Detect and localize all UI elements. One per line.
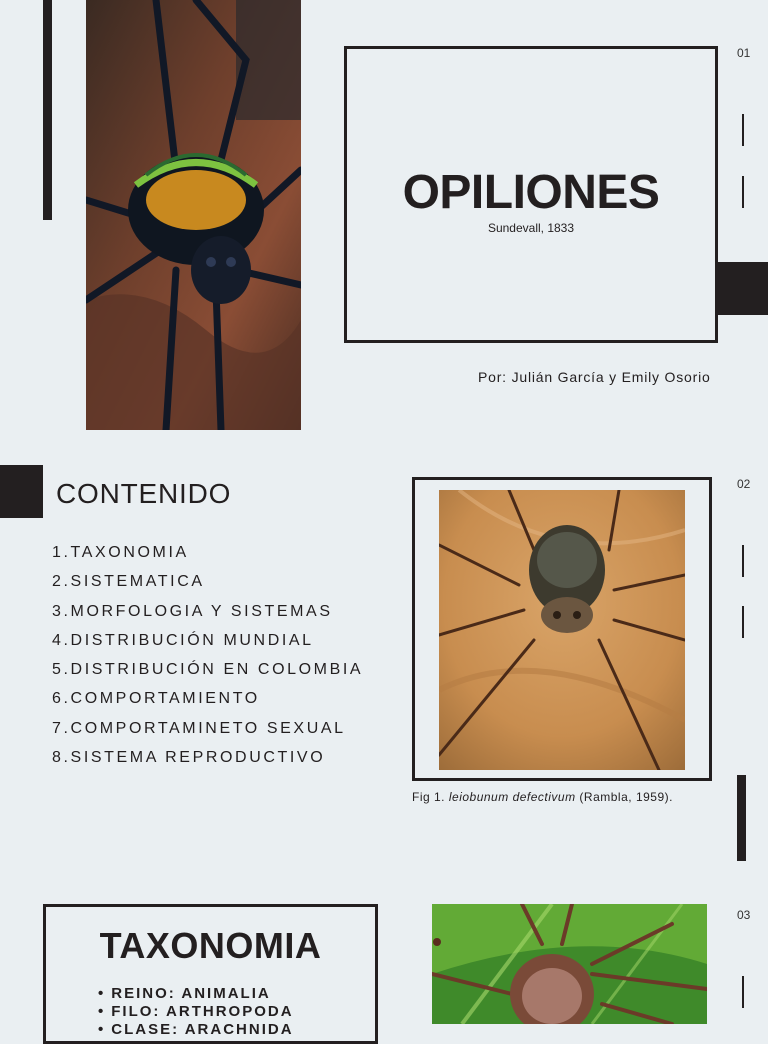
toc-item: 7.COMPORTAMINETO SEXUAL — [52, 719, 346, 737]
toc-item: 2.SISTEMATICA — [52, 573, 205, 591]
taxonomy-title: TAXONOMIA — [99, 925, 322, 966]
figure-frame — [412, 477, 712, 781]
cover-title-box — [344, 46, 718, 343]
page-number: 02 — [737, 477, 751, 491]
contents-left-block — [0, 465, 43, 518]
cover-left-bar — [43, 0, 52, 220]
taxonomy-list — [98, 985, 294, 1039]
leaf-harvestman-photo — [432, 904, 707, 1024]
taxonomy-box — [43, 904, 378, 1044]
title-subtitle: Sundevall, 1833 — [487, 221, 575, 235]
figure-caption: Fig 1. leiobunum defectivum (Rambla, 1959). — [412, 790, 673, 804]
toc-item: 5.DISTRIBUCIÓN EN COLOMBIA — [52, 661, 364, 679]
taxonomy-item: • REINO: ANIMALIA — [98, 985, 294, 1003]
authors-credit: Por: Julián García y Emily Osorio — [478, 369, 711, 385]
divider-line — [742, 606, 744, 638]
page-number: 01 — [737, 46, 751, 60]
page-title: OPILIONES — [402, 166, 660, 219]
contents-heading: CONTENIDO — [56, 478, 232, 509]
divider-line — [742, 976, 744, 1008]
species-name: leiobunum defectivum — [448, 790, 576, 804]
leiobunum-photo — [439, 490, 685, 770]
toc-item: 4.DISTRIBUCIÓN MUNDIAL — [52, 631, 314, 649]
cover-right-block — [718, 262, 768, 315]
divider-line — [742, 176, 744, 208]
contents-right-bar — [737, 775, 746, 861]
divider-line — [742, 114, 744, 146]
table-of-contents — [52, 543, 363, 777]
toc-item: 1.TAXONOMIA — [52, 544, 189, 561]
toc-item: 8.SISTEMA REPRODUCTIVO — [52, 749, 326, 767]
taxonomy-item: • CLASE: ARACHNIDA — [98, 1021, 294, 1039]
taxonomy-item: • FILO: ARTHROPODA — [98, 1003, 294, 1021]
toc-item: 6.COMPORTAMIENTO — [52, 690, 260, 708]
page-number: 03 — [737, 908, 751, 922]
toc-item: 3.MORFOLOGIA Y SISTEMAS — [52, 602, 333, 620]
cover-harvestman-photo — [86, 0, 301, 430]
divider-line — [742, 545, 744, 577]
